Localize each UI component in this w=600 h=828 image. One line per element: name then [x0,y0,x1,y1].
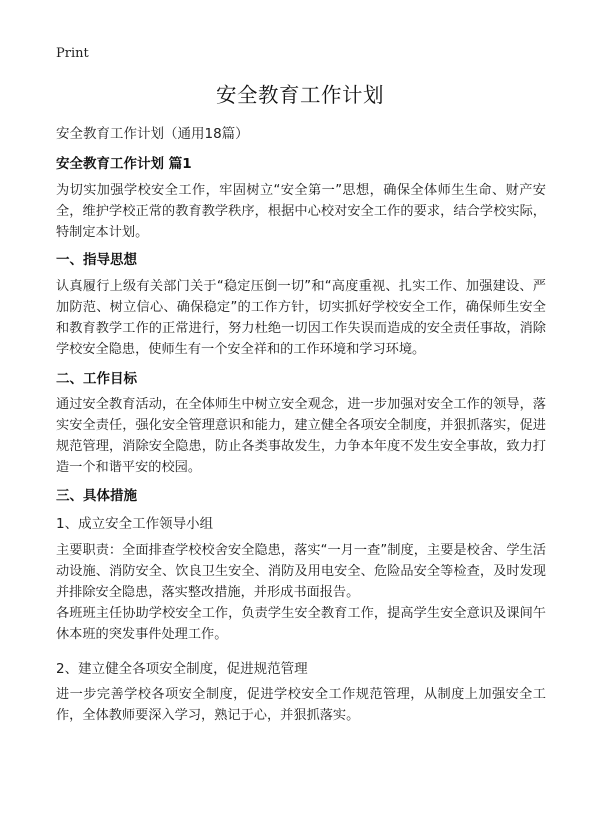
measure-2-title: 2、建立健全各项安全制度，促进规范管理 [56,661,308,677]
work-goals-paragraph: 通过安全教育活动，在全体师生中树立安全观念，进一步加强对安全工作的领导，落实安全责任，强化安全管理意识和能力，建立健全各项安全制度，并狠抓落实，促进规范管理，消除安全隐患，防止各类事故发生，力争本年度不发生安全事故，致力打造一个和谐平安的校园。 [56,397,546,475]
document-title: 安全教育工作计划 [216,83,384,107]
article-heading: 安全教育工作计划 篇1 [56,156,192,172]
measure-1-class-teacher-paragraph: 各班班主任协助学校安全工作，负责学生安全教育工作，提高学生安全意识及课间午休本班的突发事件处理工作。 [56,606,546,642]
intro-paragraph: 为切实加强学校安全工作，牢固树立“安全第一”思想，确保全体师生生命、财产安全，维护学校正常的教育教学秩序，根据中心校对安全工作的要求，结合学校实际，特制定本计划。 [56,183,546,240]
print-link[interactable]: Print [56,46,89,61]
section-heading-guiding-ideology: 一、指导思想 [56,252,137,268]
measure-2-paragraph: 进一步完善学校各项安全制度，促进学校安全工作规范管理，从制度上加强安全工作，全体教师要深入学习，熟记于心，并狠抓落实。 [56,687,546,723]
measure-1-responsibilities-paragraph: 主要职责：全面排查学校校舍安全隐患，落实“一月一查”制度，主要是校舍、学生活动设施、消防安全、饮良卫生安全、消防及用电安全、危险品安全等检查，及时发现并排除安全隐患，落实整改措施，并形成书面报告。 [56,543,546,600]
measure-1-title: 1、成立安全工作领导小组 [56,516,214,532]
document-subtitle: 安全教育工作计划（通用18篇） [56,126,249,142]
section-heading-specific-measures: 三、具体措施 [56,488,137,504]
section-heading-work-goals: 二、工作目标 [56,371,137,387]
guiding-ideology-paragraph: 认真履行上级有关部门关于“稳定压倒一切”和“高度重视、扎实工作、加强建设、严加防范、树立信心、确保稳定”的工作方针，切实抓好学校安全工作，确保师生安全和教育教学工作的正常进行，努力杜绝一切因工作失误而造成的安全责任事故，消除学校安全隐患，使师生有一个安全祥和的工作环境和学习环境。 [56,279,546,357]
